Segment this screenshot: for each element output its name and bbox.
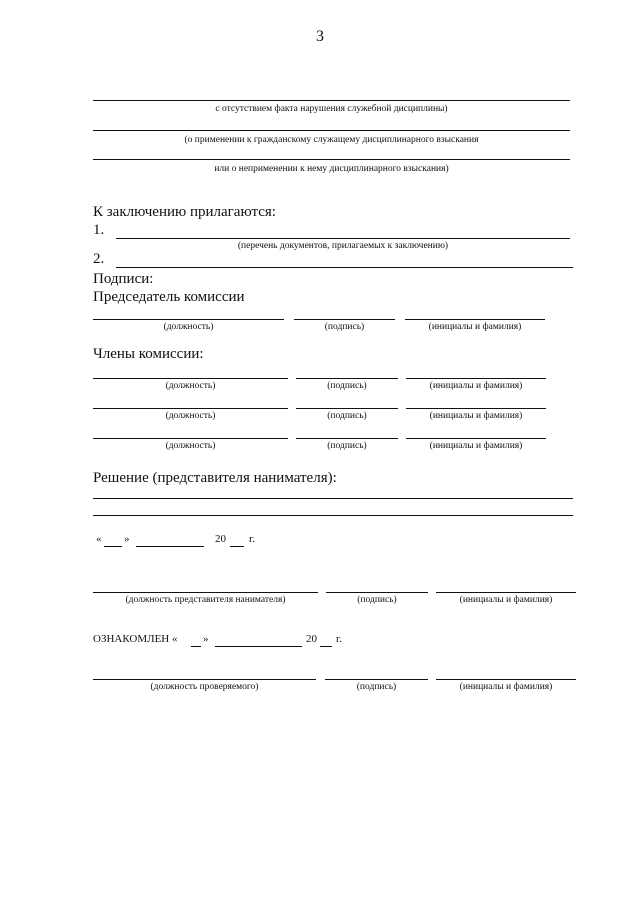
conclusion-line-3	[93, 159, 570, 160]
employer-position-line	[93, 592, 318, 593]
decision-year-suffix: г.	[249, 533, 256, 545]
conclusion-caption-1: с отсутствием факта нарушения служебной дисциплины)	[215, 104, 448, 114]
decision-date-close: »	[124, 533, 130, 545]
member1-position-label: (должность)	[165, 381, 216, 391]
chair-initials-line	[405, 319, 545, 320]
decision-line-1	[93, 498, 573, 499]
employer-signature-line	[326, 592, 428, 593]
employer-initials-line	[436, 592, 576, 593]
inspected-initials-line	[436, 679, 576, 680]
attachment-caption: (перечень документов, прилагаемых к заключению)	[237, 241, 449, 251]
decision-heading: Решение (представителя нанимателя):	[93, 470, 337, 486]
member1-signature-label: (подпись)	[327, 381, 367, 391]
employer-signature-label: (подпись)	[357, 595, 397, 605]
employer-position-label: (должность представителя нанимателя)	[125, 595, 286, 605]
decision-year-line	[230, 546, 244, 547]
member3-position-line	[93, 438, 288, 439]
acquainted-day-line	[191, 646, 201, 647]
decision-date-open: «	[96, 533, 102, 545]
decision-month-line	[136, 546, 204, 547]
members-heading: Члены комиссии:	[93, 346, 204, 362]
conclusion-line-2	[93, 130, 570, 131]
acquainted-year: 20	[306, 633, 317, 645]
chair-heading: Председатель комиссии	[93, 289, 245, 305]
member3-signature-line	[296, 438, 398, 439]
acquainted-text: ОЗНАКОМЛЕН «	[93, 633, 178, 645]
member2-initials-label: (инициалы и фамилия)	[429, 411, 523, 421]
chair-position-label: (должность)	[163, 322, 214, 332]
member3-initials-line	[406, 438, 546, 439]
conclusion-caption-2: (о применении к гражданскому служащему дисциплинарного взыскания	[184, 135, 479, 145]
acquainted-year-line	[320, 646, 332, 647]
signatures-heading: Подписи:	[93, 271, 154, 287]
employer-initials-label: (инициалы и фамилия)	[459, 595, 553, 605]
attachment-item-1: 1.	[93, 222, 105, 238]
inspected-initials-label: (инициалы и фамилия)	[459, 682, 553, 692]
acquainted-date-close: »	[203, 633, 209, 645]
member1-position-line	[93, 378, 288, 379]
member1-initials-line	[406, 378, 546, 379]
chair-position-line	[93, 319, 284, 320]
member1-initials-label: (инициалы и фамилия)	[429, 381, 523, 391]
page-number: 3	[316, 28, 324, 45]
member2-position-line	[93, 408, 288, 409]
inspected-signature-label: (подпись)	[356, 682, 397, 692]
decision-day-line	[104, 546, 122, 547]
chair-signature-label: (подпись)	[324, 322, 365, 332]
member3-position-label: (должность)	[165, 441, 216, 451]
acquainted-year-suffix: г.	[336, 633, 343, 645]
member3-initials-label: (инициалы и фамилия)	[429, 441, 523, 451]
attachment-line-2	[116, 267, 573, 268]
attachments-heading: К заключению прилагаются:	[93, 204, 276, 220]
inspected-position-line	[93, 679, 316, 680]
inspected-position-label: (должность проверяемого)	[150, 682, 259, 692]
attachment-item-2: 2.	[93, 251, 105, 267]
conclusion-caption-3: или о неприменении к нему дисциплинарного взыскания)	[214, 164, 449, 174]
acquainted-month-line	[215, 646, 302, 647]
chair-initials-label: (инициалы и фамилия)	[428, 322, 522, 332]
member3-signature-label: (подпись)	[327, 441, 367, 451]
decision-line-2	[93, 515, 573, 516]
member2-signature-line	[296, 408, 398, 409]
member2-signature-label: (подпись)	[327, 411, 367, 421]
decision-year: 20	[215, 533, 226, 545]
conclusion-line-1	[93, 100, 570, 101]
member2-initials-line	[406, 408, 546, 409]
inspected-signature-line	[325, 679, 428, 680]
chair-signature-line	[294, 319, 395, 320]
member2-position-label: (должность)	[165, 411, 216, 421]
attachment-line-1	[116, 238, 570, 239]
member1-signature-line	[296, 378, 398, 379]
